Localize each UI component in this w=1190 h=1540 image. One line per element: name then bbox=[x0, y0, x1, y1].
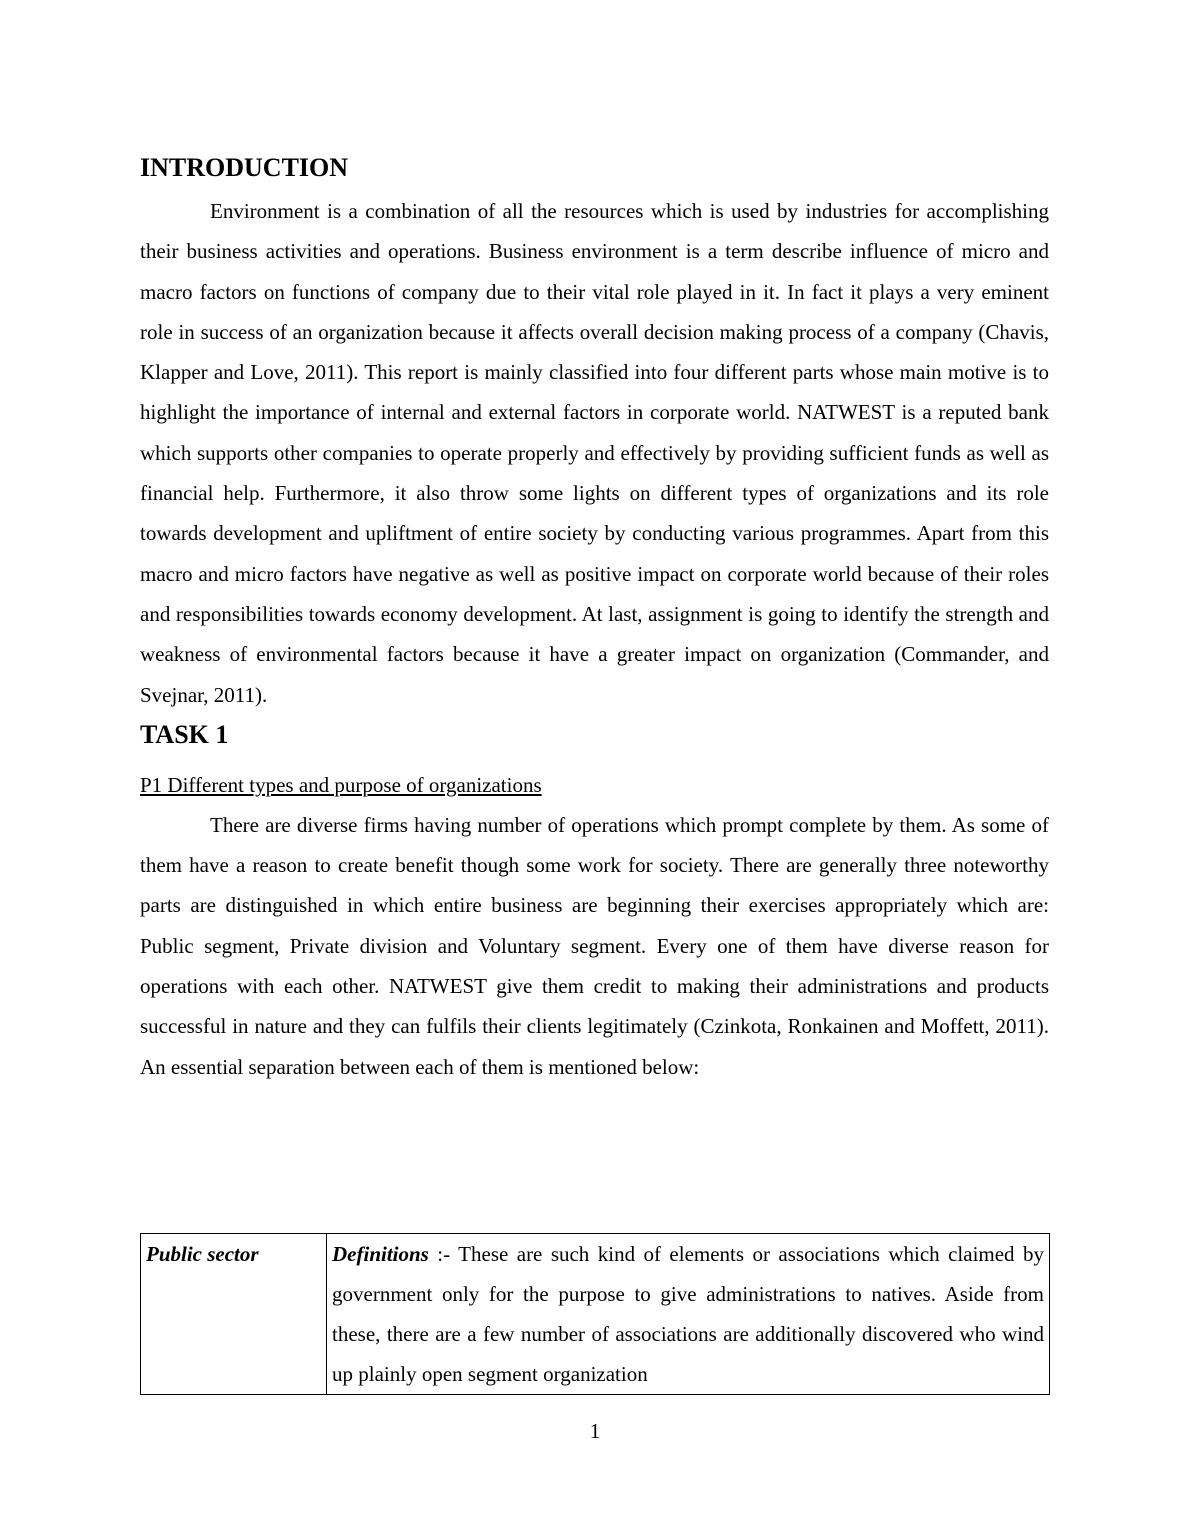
introduction-paragraph: Environment is a combination of all the resources which is used by industries for accomplishing their business activities and operations. Business environment is a term describe influence of micro and macro factors on functions of company due to their vital role played in it. In fact it plays a very eminent role in success of an organization because it affects overall decision making process of a company (Chavis, Klapper and Love, 2011). This report is mainly classified into four different parts whose main motive is to highlight the importance of internal and external factors in corporate world. NATWEST is a reputed bank which supports other companies to operate properly and effectively by providing sufficient funds as well as financial help. Furthermore, it also throw some lights on different types of organizations and its role towards development and upliftment of entire society by conducting various programmes. Apart from this macro and micro factors have negative as well as positive impact on corporate world because of their roles and responsibilities towards economy development. At last, assignment is going to identify the strength and weakness of environmental factors because it have a greater impact on organization (Commander, and Svejnar, 2011). bbox=[140, 199, 1049, 707]
page-number: 1 bbox=[589, 1419, 601, 1443]
document-page bbox=[140, 148, 1049, 1087]
task1-subheading: P1 Different types and purpose of organizations bbox=[140, 772, 542, 797]
sector-description-cell bbox=[327, 1234, 1050, 1395]
sector-label-cell: Public sector bbox=[141, 1234, 327, 1395]
introduction-heading: INTRODUCTION bbox=[140, 153, 349, 182]
definition-text: :- These are such kind of elements or associations which claimed by government only for the purpose to give administrations to natives. Aside from these, there are a few number of associations are additionally discovered who wind up plainly open segment organization bbox=[332, 1242, 1044, 1386]
task1-paragraph: There are diverse firms having number of operations which prompt complete by them. As some of them have a reason to create benefit though some work for society. There are generally three noteworthy parts are distinguished in which entire business are beginning their exercises appropriately which are: Public segment, Private division and Voluntary segment. Every one of them have diverse reason for operations with each other. NATWEST give them credit to making their administrations and products successful in nature and they can fulfils their clients legitimately (Czinkota, Ronkainen and Moffett, 2011). An essential separation between each of them is mentioned below: bbox=[140, 812, 1049, 1079]
organization-types-table bbox=[140, 1233, 1050, 1395]
task1-heading: TASK 1 bbox=[140, 719, 229, 749]
definition-term: Definitions bbox=[332, 1242, 429, 1266]
table-row bbox=[141, 1234, 1050, 1395]
